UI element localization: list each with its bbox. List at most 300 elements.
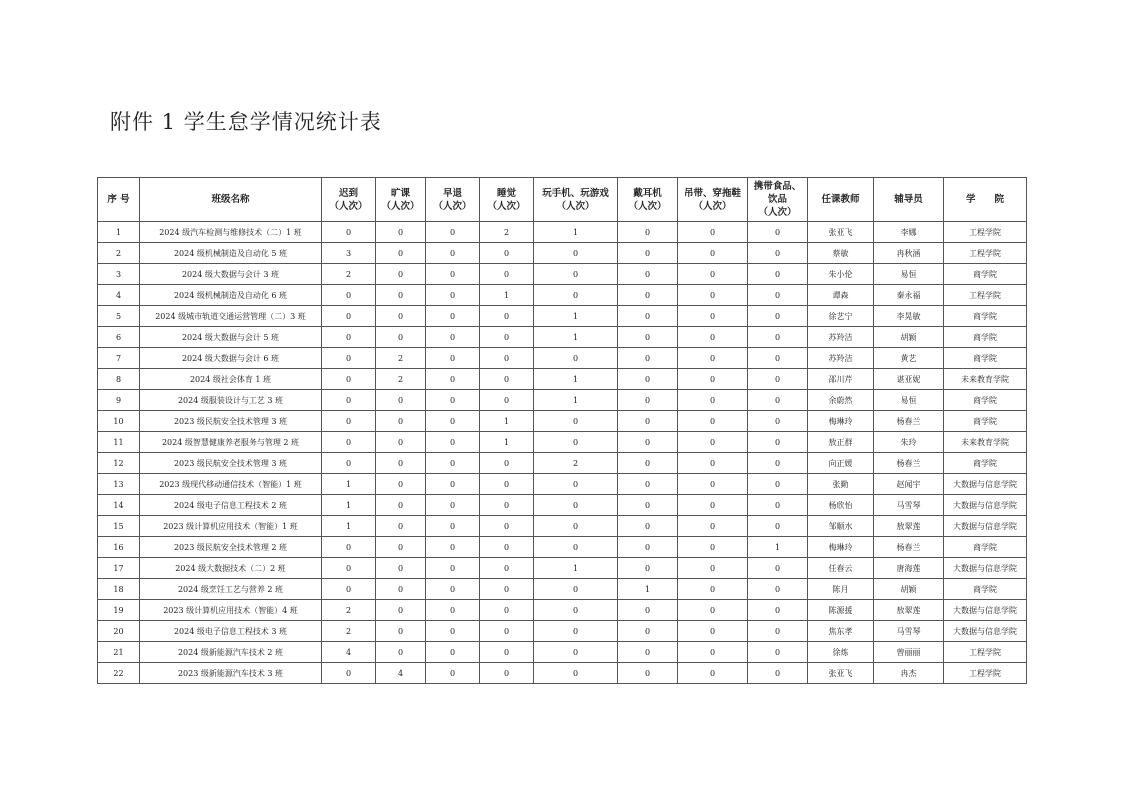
cell-college: 大数据与信息学院 bbox=[944, 516, 1027, 537]
cell-earphones: 0 bbox=[618, 327, 678, 348]
cell-counselor: 敖翠莲 bbox=[874, 516, 944, 537]
cell-absent: 0 bbox=[376, 537, 426, 558]
table-row bbox=[98, 558, 1027, 579]
cell-leave-early: 0 bbox=[426, 327, 480, 348]
cell-college: 商学院 bbox=[944, 390, 1027, 411]
cell-teacher: 苏羚洁 bbox=[808, 348, 874, 369]
cell-late: 1 bbox=[322, 474, 376, 495]
table-row bbox=[98, 516, 1027, 537]
cell-college: 商学院 bbox=[944, 411, 1027, 432]
header-food-drink-unit: （人次） bbox=[758, 207, 797, 218]
cell-food-drink: 0 bbox=[748, 495, 808, 516]
header-phone-games-unit: （人次） bbox=[556, 200, 595, 212]
cell-teacher: 徐炼 bbox=[808, 642, 874, 663]
cell-teacher: 张亚飞 bbox=[808, 222, 874, 243]
cell-late: 0 bbox=[322, 306, 376, 327]
cell-sleep: 0 bbox=[480, 390, 534, 411]
header-index: 序 号 bbox=[98, 178, 140, 222]
cell-class-name: 2023 级民航安全技术管理 3 班 bbox=[140, 411, 322, 432]
cell-phone-games: 0 bbox=[534, 579, 618, 600]
cell-college: 未来教育学院 bbox=[944, 432, 1027, 453]
cell-index: 12 bbox=[98, 453, 140, 474]
cell-index: 22 bbox=[98, 663, 140, 684]
cell-teacher: 邵川芹 bbox=[808, 369, 874, 390]
cell-slippers: 0 bbox=[678, 537, 748, 558]
cell-earphones: 0 bbox=[618, 369, 678, 390]
cell-college: 大数据与信息学院 bbox=[944, 558, 1027, 579]
cell-absent: 0 bbox=[376, 516, 426, 537]
cell-leave-early: 0 bbox=[426, 222, 480, 243]
cell-class-name: 2024 级服装设计与工艺 3 班 bbox=[140, 390, 322, 411]
header-earphones-label: 戴耳机 bbox=[633, 187, 662, 199]
cell-college: 大数据与信息学院 bbox=[944, 474, 1027, 495]
cell-phone-games: 0 bbox=[534, 621, 618, 642]
table-row bbox=[98, 495, 1027, 516]
cell-earphones: 0 bbox=[618, 621, 678, 642]
cell-class-name: 2024 级大数据与会计 3 班 bbox=[140, 264, 322, 285]
cell-absent: 0 bbox=[376, 285, 426, 306]
cell-slippers: 0 bbox=[678, 642, 748, 663]
table-row bbox=[98, 243, 1027, 264]
header-earphones-unit: （人次） bbox=[628, 200, 667, 212]
header-food-drink-label-2: 饮品 bbox=[767, 194, 787, 205]
cell-college: 商学院 bbox=[944, 579, 1027, 600]
cell-teacher: 梅琳玲 bbox=[808, 411, 874, 432]
cell-teacher: 徐艺宁 bbox=[808, 306, 874, 327]
table-row bbox=[98, 306, 1027, 327]
cell-late: 0 bbox=[322, 579, 376, 600]
header-class-name: 班级名称 bbox=[140, 178, 322, 222]
cell-food-drink: 0 bbox=[748, 432, 808, 453]
cell-college: 工程学院 bbox=[944, 642, 1027, 663]
cell-class-name: 2023 级民航安全技术管理 2 班 bbox=[140, 537, 322, 558]
table-row bbox=[98, 453, 1027, 474]
cell-counselor: 冉秋涵 bbox=[874, 243, 944, 264]
cell-sleep: 1 bbox=[480, 285, 534, 306]
cell-earphones: 0 bbox=[618, 411, 678, 432]
cell-index: 9 bbox=[98, 390, 140, 411]
cell-slippers: 0 bbox=[678, 621, 748, 642]
cell-food-drink: 0 bbox=[748, 474, 808, 495]
cell-slippers: 0 bbox=[678, 516, 748, 537]
cell-teacher: 陈源援 bbox=[808, 600, 874, 621]
cell-index: 21 bbox=[98, 642, 140, 663]
header-phone-games-label: 玩手机、玩游戏 bbox=[542, 187, 609, 199]
table-row bbox=[98, 411, 1027, 432]
cell-sleep: 0 bbox=[480, 474, 534, 495]
cell-teacher: 向正媛 bbox=[808, 453, 874, 474]
cell-class-name: 2024 级大数据与会计 5 班 bbox=[140, 327, 322, 348]
cell-late: 4 bbox=[322, 642, 376, 663]
cell-phone-games: 1 bbox=[534, 369, 618, 390]
cell-food-drink: 0 bbox=[748, 243, 808, 264]
cell-counselor: 胡颖 bbox=[874, 579, 944, 600]
cell-leave-early: 0 bbox=[426, 600, 480, 621]
cell-index: 17 bbox=[98, 558, 140, 579]
cell-phone-games: 0 bbox=[534, 243, 618, 264]
cell-counselor: 谌亚妮 bbox=[874, 369, 944, 390]
cell-late: 2 bbox=[322, 621, 376, 642]
cell-teacher: 谭森 bbox=[808, 285, 874, 306]
cell-earphones: 0 bbox=[618, 348, 678, 369]
cell-sleep: 0 bbox=[480, 264, 534, 285]
cell-teacher: 蔡敏 bbox=[808, 243, 874, 264]
table-row bbox=[98, 285, 1027, 306]
cell-slippers: 0 bbox=[678, 222, 748, 243]
cell-sleep: 0 bbox=[480, 306, 534, 327]
cell-college: 未来教育学院 bbox=[944, 369, 1027, 390]
cell-index: 1 bbox=[98, 222, 140, 243]
cell-teacher: 邹顺水 bbox=[808, 516, 874, 537]
cell-index: 18 bbox=[98, 579, 140, 600]
cell-teacher: 梅琳玲 bbox=[808, 537, 874, 558]
statistics-table bbox=[97, 177, 1027, 684]
cell-counselor: 秦永福 bbox=[874, 285, 944, 306]
cell-leave-early: 0 bbox=[426, 285, 480, 306]
cell-slippers: 0 bbox=[678, 369, 748, 390]
cell-class-name: 2024 级电子信息工程技术 2 班 bbox=[140, 495, 322, 516]
cell-leave-early: 0 bbox=[426, 369, 480, 390]
cell-phone-games: 1 bbox=[534, 222, 618, 243]
cell-late: 0 bbox=[322, 537, 376, 558]
cell-phone-games: 1 bbox=[534, 306, 618, 327]
cell-index: 20 bbox=[98, 621, 140, 642]
cell-leave-early: 0 bbox=[426, 411, 480, 432]
cell-sleep: 0 bbox=[480, 537, 534, 558]
cell-class-name: 2023 级民航安全技术管理 3 班 bbox=[140, 453, 322, 474]
cell-late: 2 bbox=[322, 264, 376, 285]
cell-sleep: 0 bbox=[480, 600, 534, 621]
cell-absent: 2 bbox=[376, 369, 426, 390]
cell-absent: 0 bbox=[376, 222, 426, 243]
cell-food-drink: 0 bbox=[748, 411, 808, 432]
cell-class-name: 2024 级新能源汽车技术 2 班 bbox=[140, 642, 322, 663]
cell-food-drink: 0 bbox=[748, 222, 808, 243]
cell-class-name: 2024 级汽车检测与维修技术（二）1 班 bbox=[140, 222, 322, 243]
cell-class-name: 2024 级电子信息工程技术 3 班 bbox=[140, 621, 322, 642]
cell-counselor: 杨春兰 bbox=[874, 411, 944, 432]
cell-sleep: 0 bbox=[480, 327, 534, 348]
cell-index: 15 bbox=[98, 516, 140, 537]
header-sleep-unit: （人次） bbox=[487, 200, 526, 212]
cell-teacher: 张勤 bbox=[808, 474, 874, 495]
cell-absent: 0 bbox=[376, 600, 426, 621]
cell-index: 8 bbox=[98, 369, 140, 390]
cell-phone-games: 0 bbox=[534, 348, 618, 369]
cell-counselor: 马雪琴 bbox=[874, 495, 944, 516]
cell-counselor: 曾丽丽 bbox=[874, 642, 944, 663]
cell-sleep: 1 bbox=[480, 411, 534, 432]
cell-phone-games: 0 bbox=[534, 495, 618, 516]
header-counselor: 辅导员 bbox=[874, 178, 944, 222]
table-row bbox=[98, 327, 1027, 348]
cell-phone-games: 0 bbox=[534, 537, 618, 558]
cell-food-drink: 0 bbox=[748, 600, 808, 621]
cell-college: 大数据与信息学院 bbox=[944, 495, 1027, 516]
cell-counselor: 杨春兰 bbox=[874, 453, 944, 474]
cell-counselor: 胡颖 bbox=[874, 327, 944, 348]
cell-teacher: 敖正群 bbox=[808, 432, 874, 453]
cell-class-name: 2023 级计算机应用技术（智能）1 班 bbox=[140, 516, 322, 537]
cell-slippers: 0 bbox=[678, 474, 748, 495]
cell-college: 工程学院 bbox=[944, 222, 1027, 243]
cell-leave-early: 0 bbox=[426, 621, 480, 642]
cell-teacher: 余蔚然 bbox=[808, 390, 874, 411]
cell-counselor: 马雪琴 bbox=[874, 621, 944, 642]
cell-teacher: 朱小伦 bbox=[808, 264, 874, 285]
cell-leave-early: 0 bbox=[426, 390, 480, 411]
cell-slippers: 0 bbox=[678, 432, 748, 453]
cell-index: 6 bbox=[98, 327, 140, 348]
cell-counselor: 黄艺 bbox=[874, 348, 944, 369]
cell-index: 14 bbox=[98, 495, 140, 516]
cell-sleep: 0 bbox=[480, 558, 534, 579]
cell-index: 4 bbox=[98, 285, 140, 306]
cell-absent: 0 bbox=[376, 411, 426, 432]
cell-college: 商学院 bbox=[944, 264, 1027, 285]
cell-food-drink: 0 bbox=[748, 369, 808, 390]
cell-leave-early: 0 bbox=[426, 453, 480, 474]
cell-food-drink: 0 bbox=[748, 264, 808, 285]
cell-class-name: 2023 级新能源汽车技术 3 班 bbox=[140, 663, 322, 684]
cell-counselor: 赵闻宇 bbox=[874, 474, 944, 495]
cell-sleep: 0 bbox=[480, 642, 534, 663]
cell-phone-games: 2 bbox=[534, 453, 618, 474]
cell-food-drink: 0 bbox=[748, 285, 808, 306]
cell-counselor: 易恒 bbox=[874, 264, 944, 285]
cell-late: 1 bbox=[322, 495, 376, 516]
cell-phone-games: 0 bbox=[534, 516, 618, 537]
cell-index: 16 bbox=[98, 537, 140, 558]
cell-phone-games: 1 bbox=[534, 558, 618, 579]
cell-sleep: 0 bbox=[480, 453, 534, 474]
cell-index: 11 bbox=[98, 432, 140, 453]
cell-absent: 0 bbox=[376, 558, 426, 579]
cell-absent: 0 bbox=[376, 579, 426, 600]
cell-leave-early: 0 bbox=[426, 348, 480, 369]
cell-sleep: 0 bbox=[480, 516, 534, 537]
cell-earphones: 0 bbox=[618, 495, 678, 516]
header-late-unit: （人次） bbox=[329, 200, 368, 212]
cell-class-name: 2024 级社会体育 1 班 bbox=[140, 369, 322, 390]
cell-leave-early: 0 bbox=[426, 306, 480, 327]
cell-slippers: 0 bbox=[678, 495, 748, 516]
cell-earphones: 0 bbox=[618, 558, 678, 579]
cell-late: 0 bbox=[322, 411, 376, 432]
table-row bbox=[98, 663, 1027, 684]
cell-teacher: 焦东孝 bbox=[808, 621, 874, 642]
cell-slippers: 0 bbox=[678, 411, 748, 432]
header-slippers bbox=[678, 178, 748, 222]
cell-absent: 0 bbox=[376, 243, 426, 264]
cell-food-drink: 0 bbox=[748, 453, 808, 474]
cell-slippers: 0 bbox=[678, 453, 748, 474]
header-food-drink-label: 携带食品、 bbox=[753, 181, 802, 192]
cell-earphones: 0 bbox=[618, 285, 678, 306]
header-sleep-label: 睡觉 bbox=[496, 187, 516, 199]
cell-index: 5 bbox=[98, 306, 140, 327]
cell-counselor: 敖翠莲 bbox=[874, 600, 944, 621]
cell-phone-games: 0 bbox=[534, 474, 618, 495]
cell-food-drink: 0 bbox=[748, 642, 808, 663]
table-row bbox=[98, 432, 1027, 453]
cell-college: 大数据与信息学院 bbox=[944, 621, 1027, 642]
cell-phone-games: 0 bbox=[534, 264, 618, 285]
table-row bbox=[98, 537, 1027, 558]
cell-earphones: 0 bbox=[618, 474, 678, 495]
cell-earphones: 0 bbox=[618, 642, 678, 663]
cell-teacher: 张亚飞 bbox=[808, 663, 874, 684]
table-row bbox=[98, 348, 1027, 369]
cell-food-drink: 0 bbox=[748, 516, 808, 537]
cell-absent: 0 bbox=[376, 621, 426, 642]
cell-absent: 0 bbox=[376, 264, 426, 285]
cell-leave-early: 0 bbox=[426, 474, 480, 495]
cell-index: 10 bbox=[98, 411, 140, 432]
cell-slippers: 0 bbox=[678, 243, 748, 264]
cell-sleep: 0 bbox=[480, 663, 534, 684]
cell-food-drink: 0 bbox=[748, 306, 808, 327]
cell-counselor: 冉杰 bbox=[874, 663, 944, 684]
cell-food-drink: 0 bbox=[748, 348, 808, 369]
cell-phone-games: 0 bbox=[534, 432, 618, 453]
cell-food-drink: 0 bbox=[748, 621, 808, 642]
cell-slippers: 0 bbox=[678, 306, 748, 327]
cell-absent: 0 bbox=[376, 327, 426, 348]
table-row bbox=[98, 390, 1027, 411]
cell-slippers: 0 bbox=[678, 285, 748, 306]
cell-teacher: 任春云 bbox=[808, 558, 874, 579]
cell-leave-early: 0 bbox=[426, 264, 480, 285]
cell-index: 19 bbox=[98, 600, 140, 621]
cell-leave-early: 0 bbox=[426, 579, 480, 600]
cell-sleep: 2 bbox=[480, 222, 534, 243]
cell-index: 13 bbox=[98, 474, 140, 495]
header-teacher: 任课教师 bbox=[808, 178, 874, 222]
cell-food-drink: 0 bbox=[748, 558, 808, 579]
cell-counselor: 唐海莲 bbox=[874, 558, 944, 579]
header-phone-games bbox=[534, 178, 618, 222]
cell-college: 商学院 bbox=[944, 453, 1027, 474]
cell-sleep: 0 bbox=[480, 243, 534, 264]
cell-college: 工程学院 bbox=[944, 663, 1027, 684]
cell-earphones: 0 bbox=[618, 600, 678, 621]
header-college: 学 院 bbox=[944, 178, 1027, 222]
cell-class-name: 2024 级机械制造及自动化 5 班 bbox=[140, 243, 322, 264]
cell-absent: 0 bbox=[376, 474, 426, 495]
cell-slippers: 0 bbox=[678, 558, 748, 579]
table-row bbox=[98, 600, 1027, 621]
cell-phone-games: 0 bbox=[534, 411, 618, 432]
cell-absent: 0 bbox=[376, 390, 426, 411]
cell-absent: 0 bbox=[376, 432, 426, 453]
cell-counselor: 朱玲 bbox=[874, 432, 944, 453]
cell-late: 2 bbox=[322, 600, 376, 621]
table-row bbox=[98, 579, 1027, 600]
cell-earphones: 0 bbox=[618, 264, 678, 285]
cell-earphones: 0 bbox=[618, 516, 678, 537]
cell-earphones: 0 bbox=[618, 663, 678, 684]
header-earphones bbox=[618, 178, 678, 222]
cell-phone-games: 0 bbox=[534, 663, 618, 684]
cell-earphones: 0 bbox=[618, 537, 678, 558]
header-absent-label: 旷课 bbox=[390, 187, 410, 199]
header-slippers-unit: （人次） bbox=[693, 200, 732, 212]
cell-phone-games: 0 bbox=[534, 285, 618, 306]
cell-leave-early: 0 bbox=[426, 642, 480, 663]
cell-sleep: 0 bbox=[480, 348, 534, 369]
cell-leave-early: 0 bbox=[426, 432, 480, 453]
header-late bbox=[322, 178, 376, 222]
cell-counselor: 易恒 bbox=[874, 390, 944, 411]
cell-earphones: 0 bbox=[618, 243, 678, 264]
cell-food-drink: 1 bbox=[748, 537, 808, 558]
cell-absent: 0 bbox=[376, 453, 426, 474]
cell-counselor: 李晃敏 bbox=[874, 306, 944, 327]
cell-index: 3 bbox=[98, 264, 140, 285]
cell-sleep: 0 bbox=[480, 579, 534, 600]
table-header-row bbox=[98, 178, 1027, 222]
header-absent bbox=[376, 178, 426, 222]
cell-class-name: 2024 级智慧健康养老服务与管理 2 班 bbox=[140, 432, 322, 453]
cell-earphones: 0 bbox=[618, 306, 678, 327]
cell-earphones: 0 bbox=[618, 432, 678, 453]
header-leave-early-unit: （人次） bbox=[433, 200, 472, 212]
cell-phone-games: 1 bbox=[534, 390, 618, 411]
cell-late: 0 bbox=[322, 453, 376, 474]
header-slippers-label: 吊带、穿拖鞋 bbox=[683, 187, 741, 199]
header-food-drink bbox=[748, 178, 808, 222]
cell-late: 0 bbox=[322, 222, 376, 243]
cell-late: 0 bbox=[322, 558, 376, 579]
cell-phone-games: 0 bbox=[534, 600, 618, 621]
cell-class-name: 2023 级计算机应用技术（智能）4 班 bbox=[140, 600, 322, 621]
cell-sleep: 0 bbox=[480, 621, 534, 642]
cell-slippers: 0 bbox=[678, 348, 748, 369]
cell-class-name: 2024 级大数据技术（二）2 班 bbox=[140, 558, 322, 579]
cell-earphones: 1 bbox=[618, 579, 678, 600]
cell-college: 商学院 bbox=[944, 537, 1027, 558]
cell-slippers: 0 bbox=[678, 390, 748, 411]
cell-late: 0 bbox=[322, 348, 376, 369]
table-body bbox=[98, 222, 1027, 684]
cell-slippers: 0 bbox=[678, 327, 748, 348]
cell-sleep: 0 bbox=[480, 369, 534, 390]
cell-phone-games: 1 bbox=[534, 327, 618, 348]
header-late-label: 迟到 bbox=[338, 187, 358, 199]
cell-leave-early: 0 bbox=[426, 537, 480, 558]
cell-slippers: 0 bbox=[678, 579, 748, 600]
cell-late: 0 bbox=[322, 390, 376, 411]
cell-class-name: 2024 级大数据与会计 6 班 bbox=[140, 348, 322, 369]
cell-slippers: 0 bbox=[678, 663, 748, 684]
cell-late: 0 bbox=[322, 369, 376, 390]
cell-sleep: 0 bbox=[480, 495, 534, 516]
cell-class-name: 2024 级城市轨道交通运营管理（二）3 班 bbox=[140, 306, 322, 327]
cell-counselor: 李娜 bbox=[874, 222, 944, 243]
cell-late: 0 bbox=[322, 327, 376, 348]
header-sleep bbox=[480, 178, 534, 222]
cell-absent: 0 bbox=[376, 642, 426, 663]
cell-sleep: 1 bbox=[480, 432, 534, 453]
cell-college: 工程学院 bbox=[944, 285, 1027, 306]
cell-counselor: 杨春兰 bbox=[874, 537, 944, 558]
cell-index: 7 bbox=[98, 348, 140, 369]
cell-class-name: 2023 级现代移动通信技术（智能）1 班 bbox=[140, 474, 322, 495]
cell-food-drink: 0 bbox=[748, 663, 808, 684]
cell-college: 商学院 bbox=[944, 327, 1027, 348]
cell-food-drink: 0 bbox=[748, 579, 808, 600]
